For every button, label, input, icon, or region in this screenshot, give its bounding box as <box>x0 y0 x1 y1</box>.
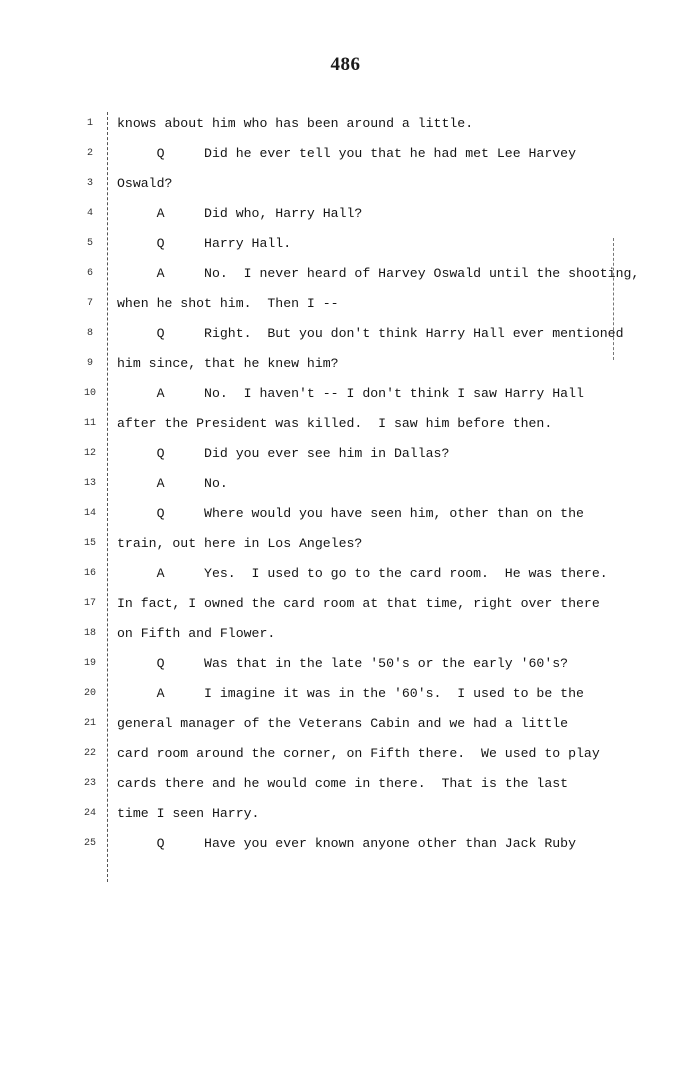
transcript-line: Q Did you ever see him in Dallas? <box>117 446 450 461</box>
transcript-line: Q Have you ever known anyone other than Jack Ruby <box>117 836 576 851</box>
transcript-line: him since, that he knew him? <box>117 356 339 371</box>
line-number: 23 <box>83 778 96 789</box>
transcript-line: A No. I haven't -- I don't think I saw Harry Hall <box>117 386 584 401</box>
line-number: 2 <box>86 148 93 159</box>
line-number: 7 <box>86 298 93 309</box>
line-number: 14 <box>83 508 96 519</box>
line-number: 8 <box>86 328 93 339</box>
line-number: 25 <box>83 838 96 849</box>
line-number: 15 <box>83 538 96 549</box>
transcript-line: Q Right. But you don't think Harry Hall ever mentioned <box>117 326 624 341</box>
line-number: 9 <box>86 358 93 369</box>
transcript-line: general manager of the Veterans Cabin and we had a little <box>117 716 569 731</box>
transcript-line: In fact, I owned the card room at that time, right over there <box>117 596 600 611</box>
line-number: 10 <box>83 388 96 399</box>
line-number: 16 <box>83 568 96 579</box>
line-number: 4 <box>86 208 93 219</box>
transcript-line: knows about him who has been around a little. <box>117 116 474 131</box>
transcript-line: time I seen Harry. <box>117 806 260 821</box>
transcript-line: A Yes. I used to go to the card room. He was there. <box>117 566 608 581</box>
transcript-line: A Did who, Harry Hall? <box>117 206 363 221</box>
transcript-line: Q Was that in the late '50's or the early '60's? <box>117 656 569 671</box>
page-number: 486 <box>330 54 361 75</box>
transcript-line: on Fifth and Flower. <box>117 626 276 641</box>
transcript-line: train, out here in Los Angeles? <box>117 536 363 551</box>
transcript-line: A I imagine it was in the '60's. I used to be the <box>117 686 584 701</box>
transcript-line: A No. I never heard of Harvey Oswald until the shooting, <box>117 266 640 281</box>
line-number: 13 <box>83 478 96 489</box>
line-number: 12 <box>83 448 96 459</box>
transcript-line: cards there and he would come in there. That is the last <box>117 776 569 791</box>
line-number: 19 <box>83 658 96 669</box>
line-number: 17 <box>83 598 96 609</box>
transcript-line: Oswald? <box>117 176 173 191</box>
transcript-line: card room around the corner, on Fifth there. We used to play <box>117 746 600 761</box>
line-number: 6 <box>86 268 93 279</box>
margin-rule <box>107 112 108 882</box>
line-number: 21 <box>83 718 96 729</box>
transcript-line: Q Where would you have seen him, other than on the <box>117 506 584 521</box>
line-number: 24 <box>83 808 96 819</box>
line-number: 20 <box>83 688 96 699</box>
line-number: 11 <box>83 418 96 429</box>
transcript-line: A No. <box>117 476 228 491</box>
line-number: 18 <box>83 628 96 639</box>
transcript-line: after the President was killed. I saw him before then. <box>117 416 553 431</box>
line-number: 1 <box>86 118 93 129</box>
margin-mark <box>613 238 614 360</box>
transcript-line: Q Did he ever tell you that he had met Lee Harvey <box>117 146 576 161</box>
transcript-line: Q Harry Hall. <box>117 236 292 251</box>
line-number: 5 <box>86 238 93 249</box>
line-number: 22 <box>83 748 96 759</box>
line-number: 3 <box>86 178 93 189</box>
transcript-line: when he shot him. Then I -- <box>117 296 339 311</box>
